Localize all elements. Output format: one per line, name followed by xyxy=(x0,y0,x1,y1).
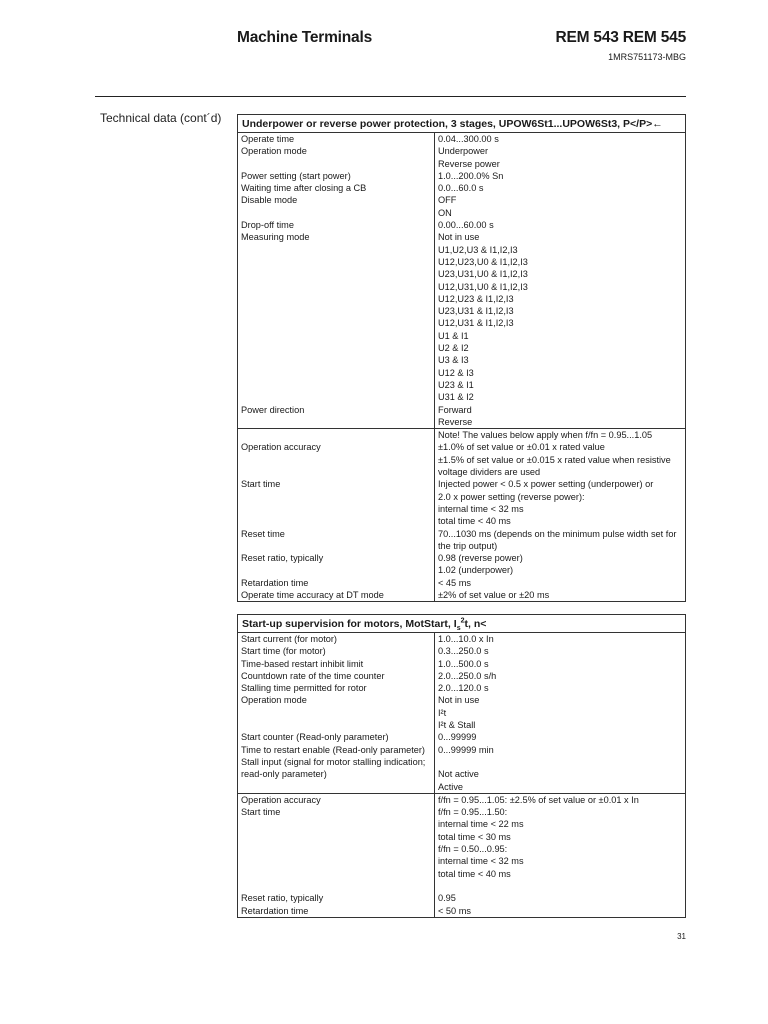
table-cell-line: Note! The values below apply when f/fn = 0.95...1.05 xyxy=(438,430,653,441)
section-label: Technical data (cont´d) xyxy=(100,111,222,125)
table-cell-line xyxy=(241,391,434,403)
table-cell-line: 0...99999 min xyxy=(438,744,494,755)
table-cell-line: ±1.5% of set value or ±0.015 x rated value when resistive xyxy=(438,454,671,465)
table-cell-line: U12,U23,U0 & I1,I2,I3 xyxy=(438,256,528,267)
table-cell-line: < 45 ms xyxy=(438,577,471,588)
table-cell-line xyxy=(241,367,434,379)
table-cell-line: Active xyxy=(438,781,464,792)
table-cell-line xyxy=(438,880,683,892)
table-cell-line: Operation mode xyxy=(241,695,307,706)
table-cell-line: f/fn = 0.95...1.05: ±2.5% of set value or ±0.01 x In xyxy=(438,794,639,805)
table-cell-line xyxy=(241,491,434,503)
table-cell-line xyxy=(241,416,434,428)
table-cell-line: Drop-off time xyxy=(241,220,294,231)
table-cell-line: 1.02 (underpower) xyxy=(438,565,514,576)
table-cell-line: 0.95 xyxy=(438,893,456,904)
table-cell-line: U23 & I1 xyxy=(438,379,474,390)
table-cell-line: I²t xyxy=(438,707,447,718)
table-cell-line: U1,U2,U3 & I1,I2,I3 xyxy=(438,244,518,255)
table-cell-line: Operation accuracy xyxy=(241,442,321,453)
table-cell-line: f/fn = 0.50...0.95: xyxy=(438,844,508,855)
table-cell-line: Retardation time xyxy=(241,905,309,916)
title-suffix: t, n< xyxy=(464,618,487,630)
table-cell-line: Operation accuracy xyxy=(241,794,321,805)
table-cell-line xyxy=(241,831,434,843)
table-cell-line xyxy=(241,719,434,731)
table-cell-line: 0.98 (reverse power) xyxy=(438,553,523,564)
table-cell-line xyxy=(241,515,434,527)
table-cell-line: Not in use xyxy=(438,232,480,243)
table-cell-line: ±2% of set value or ±20 ms xyxy=(438,589,550,600)
table-cell-line: Injected power < 0.5 x power setting (underpower) or xyxy=(438,479,654,490)
table-cell-line: total time < 40 ms xyxy=(438,516,511,527)
table-cell-line: f/fn = 0.95...1.50: xyxy=(438,807,508,818)
table-cell-line: internal time < 22 ms xyxy=(438,819,524,830)
table-motor-startup-supervision xyxy=(237,614,686,918)
table-cell-line: U12 & I3 xyxy=(438,367,474,378)
table-cell-line: Start time (for motor) xyxy=(241,646,326,657)
table-cell-line xyxy=(241,880,434,892)
product-title: REM 543 REM 545 xyxy=(555,29,686,46)
table-cell-line: read-only parameter) xyxy=(241,769,327,780)
value-column xyxy=(435,133,685,428)
table-cell-line xyxy=(438,756,683,768)
table-cell-line: Reverse xyxy=(438,416,473,427)
header-divider xyxy=(95,96,686,97)
parameter-column xyxy=(238,133,435,428)
table-cell-line: OFF xyxy=(438,195,457,206)
value-column xyxy=(435,633,685,793)
table-cell-line: Not in use xyxy=(438,695,480,706)
table-cell-line: Stalling time permitted for rotor xyxy=(241,683,367,694)
table-cell-line: Reverse power xyxy=(438,158,500,169)
table-cell-line xyxy=(241,868,434,880)
table-cell-line: 2.0...250.0 s/h xyxy=(438,670,497,681)
table-cell-line: I²t & Stall xyxy=(438,720,476,731)
document-number: 1MRS751173-MBG xyxy=(608,52,686,62)
table-cell-line: Stall input (signal for motor stalling indication; xyxy=(241,756,426,767)
table-cell-line: 1.0...500.0 s xyxy=(438,658,489,669)
table-cell-line: Time-based restart inhibit limit xyxy=(241,658,364,669)
table-cell-line: ±1.0% of set value or ±0.01 x rated value xyxy=(438,442,605,453)
table-cell-line: 2.0 x power setting (reverse power): xyxy=(438,491,585,502)
table-cell-line: U23,U31,U0 & I1,I2,I3 xyxy=(438,269,528,280)
table-title: Underpower or reverse power protection, 3 stages, UPOW6St1...UPOW6St3, P</P>← xyxy=(238,115,685,133)
table-cell-line: 0.3...250.0 s xyxy=(438,646,489,657)
table-cell-line: 0.0...60.0 s xyxy=(438,183,484,194)
page-number: 31 xyxy=(677,932,686,941)
table-cell-line: Retardation time xyxy=(241,577,309,588)
table-cell-line xyxy=(241,317,434,329)
table-cell-line: 1.0...200.0% Sn xyxy=(438,170,504,181)
table-cell-line xyxy=(241,256,434,268)
table-cell-line xyxy=(241,281,434,293)
table-title xyxy=(238,615,685,633)
table-cell-line: total time < 30 ms xyxy=(438,831,511,842)
table-cell-line: Reset ratio, typically xyxy=(241,553,324,564)
table-cell-line: Reset time xyxy=(241,528,285,539)
table-cell-line: U2 & I2 xyxy=(438,343,469,354)
table-cell-line xyxy=(241,429,434,441)
table-cell-line: Not active xyxy=(438,769,479,780)
parameter-column xyxy=(238,429,435,601)
table-cell-line: internal time < 32 ms xyxy=(438,503,524,514)
table-section xyxy=(238,428,685,601)
table-cell-line: 0.00...60.00 s xyxy=(438,220,494,231)
table-cell-line: U12,U23 & I1,I2,I3 xyxy=(438,293,514,304)
table-cell-line: 0.04...300.00 s xyxy=(438,134,499,144)
title-prefix: Start-up supervision for motors, MotStart, I xyxy=(242,618,457,630)
table-cell-line: Operation mode xyxy=(241,146,307,157)
table-cell-line xyxy=(241,540,434,552)
table-cell-line xyxy=(241,158,434,170)
table-cell-line: Start counter (Read-only parameter) xyxy=(241,732,389,743)
table-cell-line xyxy=(241,330,434,342)
value-column xyxy=(435,794,685,917)
table-cell-line: U23,U31 & I1,I2,I3 xyxy=(438,306,514,317)
table-section xyxy=(238,133,685,428)
table-cell-line xyxy=(241,268,434,280)
table-cell-line: < 50 ms xyxy=(438,905,471,916)
table-cell-line xyxy=(241,207,434,219)
table-cell-line: the trip output) xyxy=(438,540,498,551)
table-cell-line: Operate time accuracy at DT mode xyxy=(241,589,384,600)
table-cell-line: Reset ratio, typically xyxy=(241,893,324,904)
table-cell-line xyxy=(241,244,434,256)
table-cell-line: 2.0...120.0 s xyxy=(438,683,489,694)
table-cell-line xyxy=(241,781,434,793)
table-cell-line xyxy=(241,379,434,391)
table-cell-line: 0...99999 xyxy=(438,732,477,743)
table-cell-line: Measuring mode xyxy=(241,232,310,243)
table-cell-line: Start time xyxy=(241,479,281,490)
table-cell-line: Countdown rate of the time counter xyxy=(241,670,385,681)
table-cell-line: U31 & I2 xyxy=(438,392,474,403)
table-cell-line: ON xyxy=(438,207,452,218)
table-cell-line: Power direction xyxy=(241,404,305,415)
table-cell-line xyxy=(241,454,434,466)
table-cell-line xyxy=(241,305,434,317)
table-cell-line xyxy=(241,564,434,576)
table-cell-line: Start current (for motor) xyxy=(241,634,337,644)
table-cell-line: Underpower xyxy=(438,146,489,157)
table-cell-line: 1.0...10.0 x In xyxy=(438,634,494,644)
table-cell-line: 70...1030 ms (depends on the minimum pulse width set for xyxy=(438,528,677,539)
table-section xyxy=(238,793,685,917)
table-cell-line: Operate time xyxy=(241,134,295,144)
table-cell-line: U1 & I1 xyxy=(438,330,469,341)
table-cell-line xyxy=(241,707,434,719)
table-cell-line: Disable mode xyxy=(241,195,298,206)
value-column xyxy=(435,429,685,601)
table-cell-line xyxy=(241,503,434,515)
table-cell-line: internal time < 32 ms xyxy=(438,856,524,867)
table-cell-line: Forward xyxy=(438,404,472,415)
table-cell-line: U12,U31,U0 & I1,I2,I3 xyxy=(438,281,528,292)
table-cell-line: voltage dividers are used xyxy=(438,467,541,478)
title-subscript: s xyxy=(456,625,461,633)
table-cell-line xyxy=(241,466,434,478)
table-cell-line: U12,U31 & I1,I2,I3 xyxy=(438,318,514,329)
title-superscript: 2 xyxy=(460,617,465,625)
table-cell-line: U3 & I3 xyxy=(438,355,469,366)
table-cell-line: Power setting (start power) xyxy=(241,170,351,181)
table-cell-line: total time < 40 ms xyxy=(438,868,511,879)
table-cell-line xyxy=(241,342,434,354)
table-cell-line: Time to restart enable (Read-only parameter) xyxy=(241,744,425,755)
document-title: Machine Terminals xyxy=(237,29,372,46)
table-cell-line xyxy=(241,293,434,305)
table-cell-line xyxy=(241,818,434,830)
table-cell-line: Start time xyxy=(241,807,281,818)
parameter-column xyxy=(238,794,435,917)
table-cell-line xyxy=(241,354,434,366)
table-underpower-protection xyxy=(237,114,686,602)
table-section xyxy=(238,633,685,793)
table-cell-line xyxy=(241,855,434,867)
parameter-column xyxy=(238,633,435,793)
table-cell-line xyxy=(241,843,434,855)
table-cell-line: Waiting time after closing a CB xyxy=(241,183,367,194)
